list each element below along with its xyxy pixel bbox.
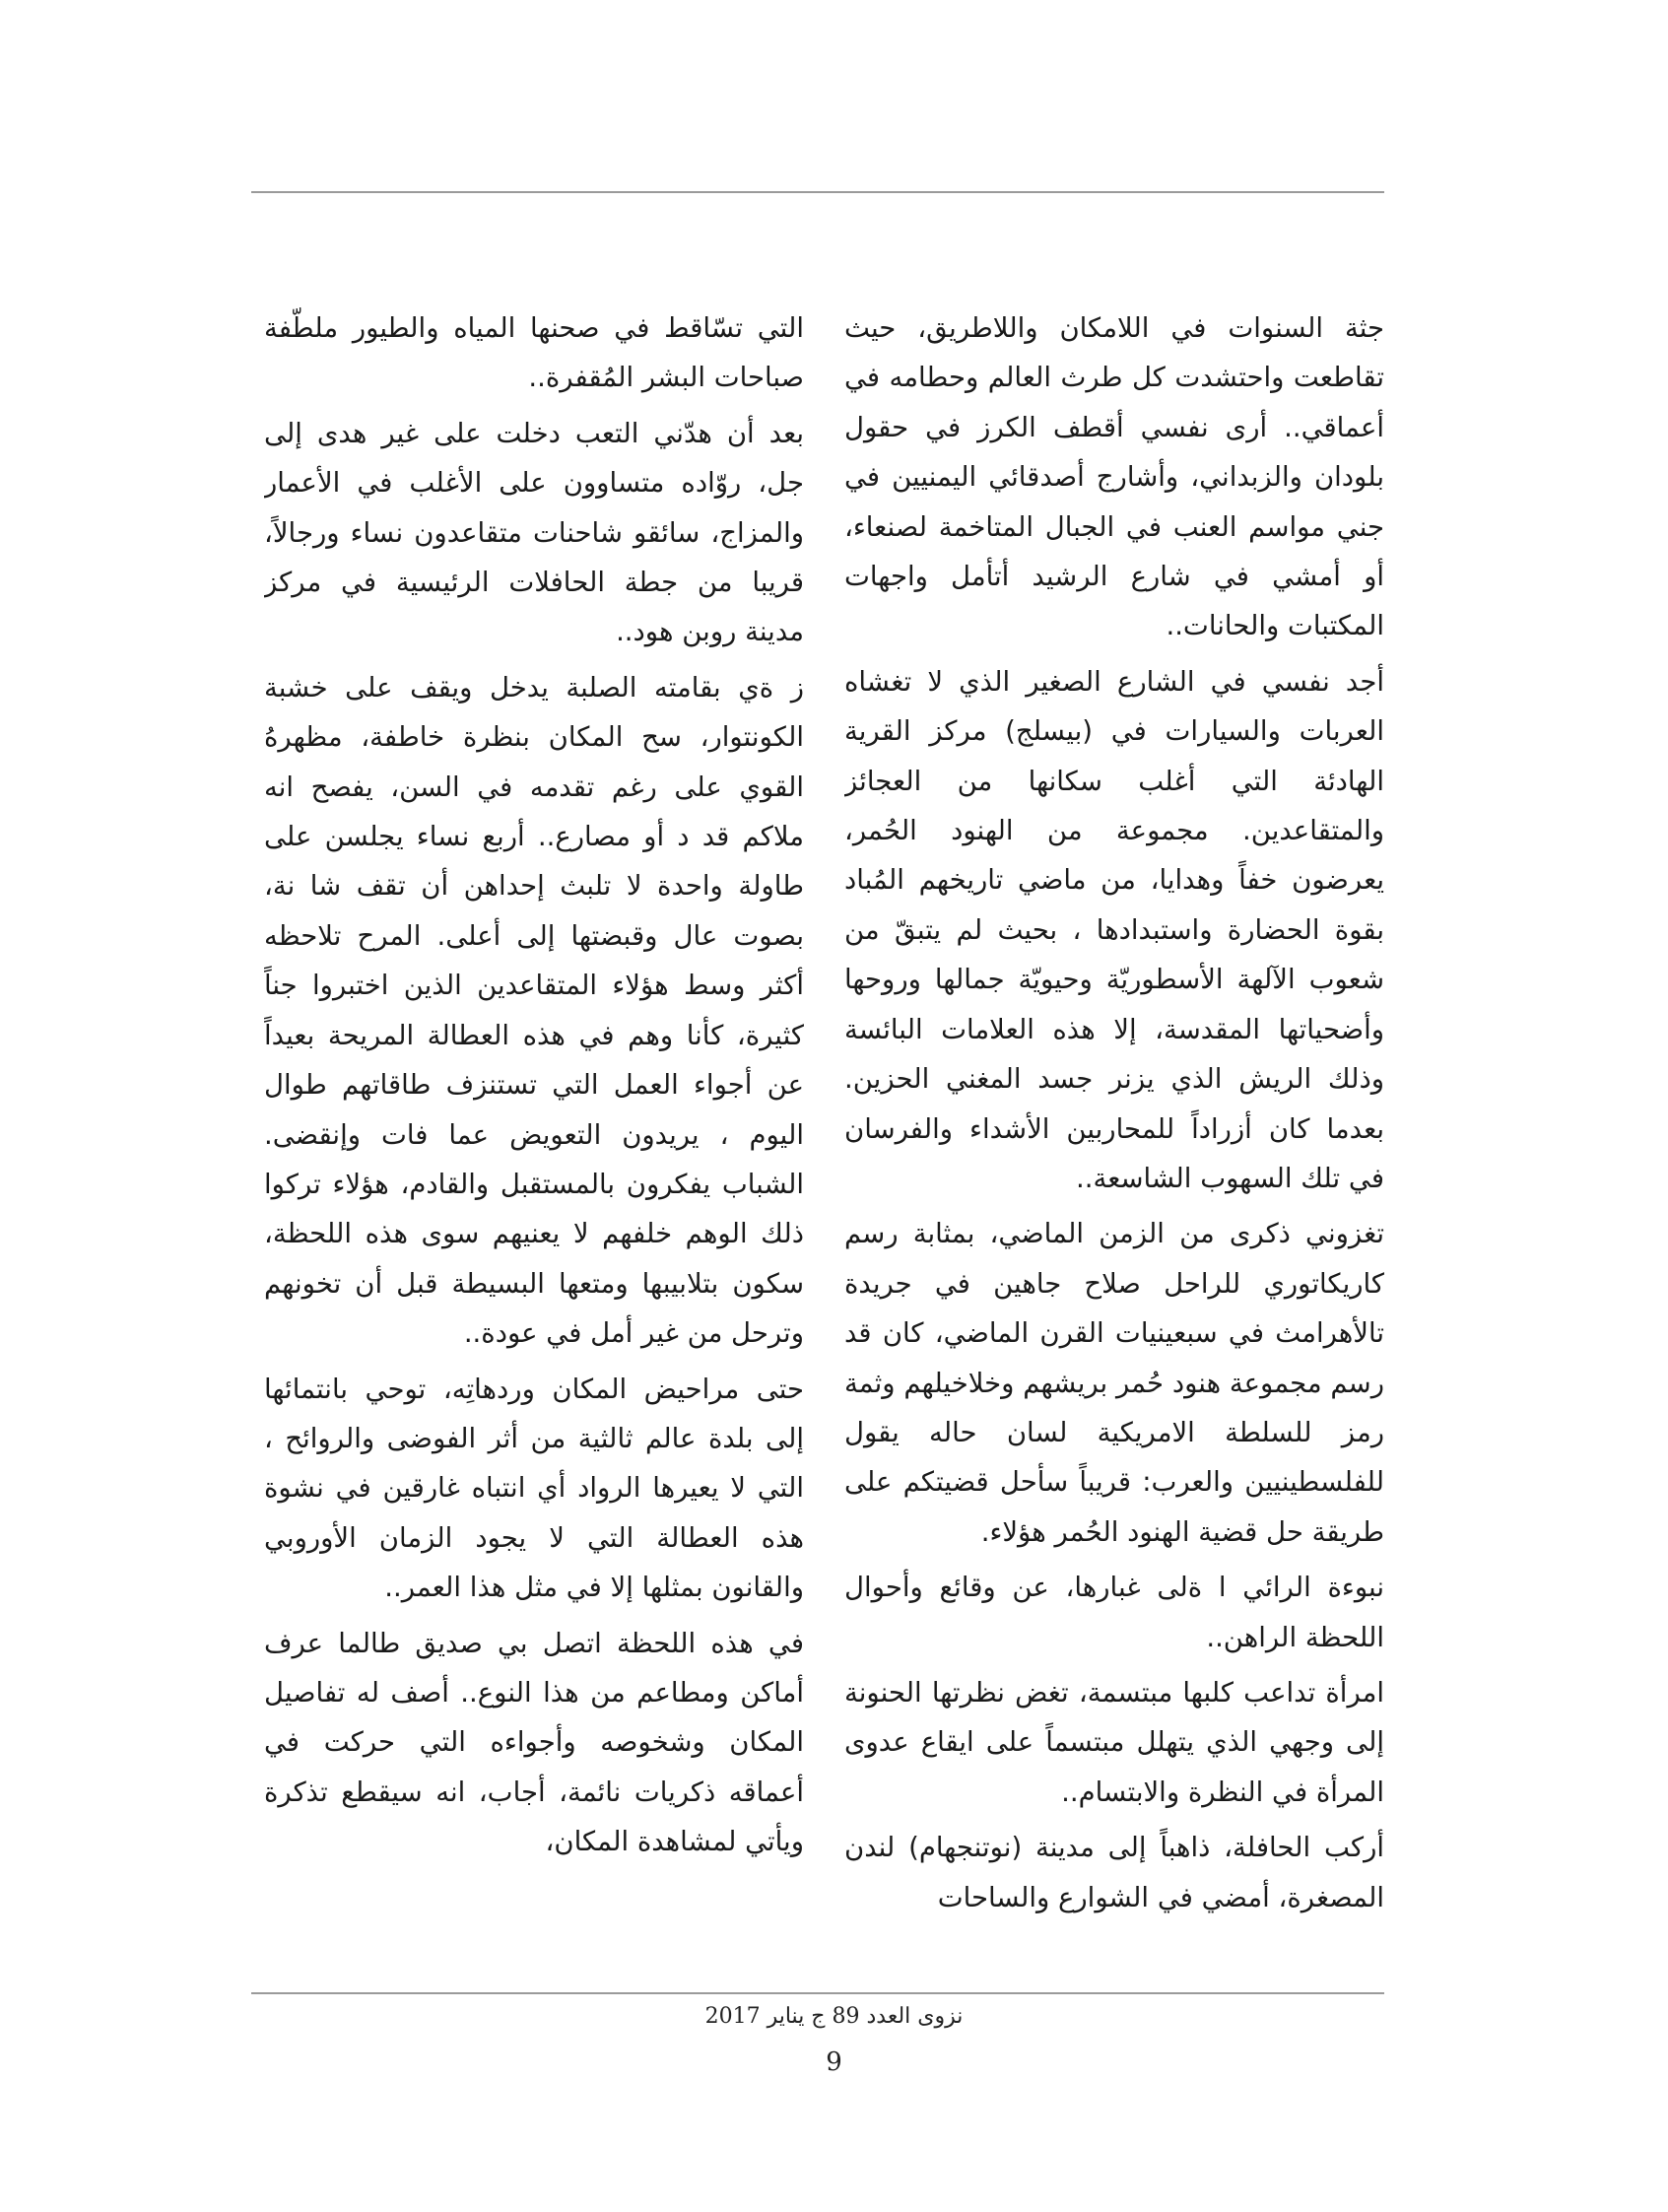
paragraph: أجد نفسي في الشارع الصغير الذي لا تغشاه العربات والسيارات في (بيسلج) مركز القرية الهادئة التي أغلب سكانها من العجائز والمتقاعدين. مجموعة من الهنود الحُمر، يعرضون خفاً وهدايا، من ماضي تاريخهم المُباد بقوة الحضارة واستبدادها ، بحيث لم يتبقّ من شعوب الآلهة الأسطوريّة وحيويّة جمالها وروحها وأضحياتها المقدسة، إلا هذه العلامات البائسة وذلك الريش الذي يزنر جسد المغني الحزين. بعدما كان أزراداً للمحاربين الأشداء والفرسان في تلك السهوب الشاسعة.. (844, 665, 1384, 1194)
paragraph: حتى مراحيض المكان وردهاتِه، توحي بانتمائها إلى بلدة عالم ثالثية من أثر الفوضى والروائح ، التي لا يعيرها الرواد أي انتباه غارقين في نشوة هذه العطالة التي لا يجود الزمان الأوروبي والقانون بمثلها إلا في مثل هذا العمر.. (264, 1373, 804, 1604)
article-column-left (264, 303, 804, 1978)
footer-divider (251, 1992, 1384, 1994)
article-column-right (844, 303, 1384, 1978)
header-divider (251, 191, 1384, 193)
paragraph: جثة السنوات في اللامكان واللاطريق، حيث تقاطعت واحتشدت كل طرث العالم وحطامه في أعماقي.. أرى نفسي أقطف الكرز في حقول بلودان والزبداني، وأشارج أصدقائي اليمنيين في جني مواسم العنب في الجبال المتاخمة لصنعاء، أو أمشي في شارع الرشيد أتأمل واجهات المكتبات والحانات.. (844, 312, 1384, 642)
page-number: 9 (826, 2047, 842, 2077)
paragraph: بعد أن هدّني التعب دخلت على غير هدى إلى جل، روّاده متساوون على الأغلب في الأعمار والمزاج، سائقو شاحنات متقاعدون نساء ورجالاً، قريبا من جطة الحافلات الرئيسية في مركز مدينة روبن هود.. (264, 417, 804, 648)
paragraph: أركب الحافلة، ذاهباً إلى مدينة (نوتنجهام) لندن المصغرة، أمضي في الشوارع والساحات (844, 1832, 1384, 1913)
paragraph: في هذه اللحظة اتصل بي صديق طالما عرف أماكن ومطاعم من هذا النوع.. أصف له تفاصيل المكان وشخوصه وأجواءه التي حركت في أعماقه ذكريات نائمة، أجاب، انه سيقطع تذكرة ويأتي لمشاهدة المكان، (264, 1627, 804, 1858)
paragraph: ز ةي بقامته الصلبة يدخل ويقف على خشبة الكونتوار، سح المكان بنظرة خاطفة، مظهرهُ القوي على رغم تقدمه في السن، يفصح انه ملاكم قد د أو مصارع.. أربع نساء يجلسن على طاولة واحدة لا تلبث إحداهن أن تقف شا نة، بصوت عال وقبضتها إلى أعلى. المرح تلاحظه أكثر وسط هؤلاء المتقاعدين الذين اختبروا جناً كثيرة، كأنا وهم في هذه العطالة المريحة بعيداً عن أجواء العمل التي تستنزف طاقاتهم طوال اليوم ، يريدون التعويض عما فات وإنقضى. الشباب يفكرون بالمستقبل والقادم، هؤلاء تركوا ذلك الوهم خلفهم لا يعنيهم سوى هذه اللحظة، سكون بتلابيبها ومتعها البسيطة قبل أن تخونهم وترحل من غير أمل في عودة.. (264, 671, 804, 1350)
paragraph: امرأة تداعب كلبها مبتسمة، تغض نظرتها الحنونة إلى وجهي الذي يتهلل مبتسماً على ايقاع عدوى المرأة في النظرة والابتسام.. (844, 1676, 1384, 1808)
paragraph: نبوءة الرائي ا ةلى غبارها، عن وقائع وأحوال اللحظة الراهن.. (844, 1572, 1384, 1653)
footer-issue-line: نزوى العدد 89 ج يناير 2017 (704, 2004, 964, 2029)
paragraph: تغزوني ذكرى من الزمن الماضي، بمثابة رسم كاريكاتوري للراحل صلاح جاهين في جريدة تالأهرامث في سبعينيات القرن الماضي، كان قد رسم مجموعة هنود حُمر بريشهم وخلاخيلهم وثمة رمز للسلطة الامريكية لسان حاله يقول للفلسطينيين والعرب: قريباً سأحل قضيتكم على طريقة حل قضية الهنود الحُمر هؤلاء. (844, 1218, 1384, 1548)
paragraph: التي تسّاقط في صحنها المياه والطيور ملطّفة صباحات البشر المُقفرة.. (264, 312, 804, 394)
